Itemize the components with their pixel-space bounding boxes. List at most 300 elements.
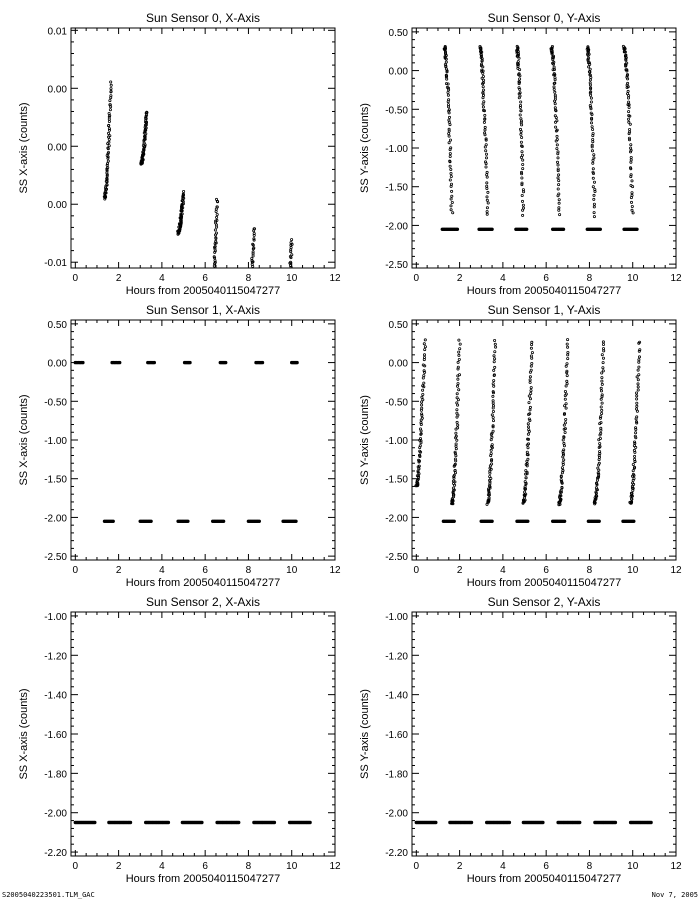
x-tick-label: 12	[670, 565, 682, 576]
data-point	[599, 451, 601, 453]
data-point	[491, 463, 493, 465]
data-point	[153, 361, 156, 364]
data-point	[288, 288, 290, 290]
y-tick-label: -1.60	[44, 730, 67, 741]
data-point	[557, 164, 559, 166]
data-point	[600, 406, 602, 408]
data-point	[492, 410, 494, 412]
y-tick-label: 0.01	[47, 26, 67, 38]
data-point	[454, 458, 456, 460]
data-point	[530, 369, 532, 371]
data-point	[592, 177, 594, 179]
data-point	[448, 130, 450, 132]
data-point	[628, 106, 630, 108]
data-point	[252, 251, 254, 253]
data-point	[287, 300, 289, 302]
data-point	[492, 400, 494, 402]
data-point	[284, 330, 286, 332]
data-point	[589, 84, 591, 86]
data-point	[421, 396, 423, 398]
data-point	[423, 354, 425, 356]
data-point	[634, 435, 636, 437]
data-point	[560, 479, 562, 481]
data-point	[450, 185, 452, 187]
data-point	[519, 75, 521, 77]
data-point	[445, 66, 447, 68]
data-point	[287, 296, 289, 298]
x-tick-label: 4	[500, 273, 506, 284]
y-tick-label: -2.00	[385, 513, 408, 525]
x-axis-label: Hours from 2005040115047277	[125, 873, 281, 885]
data-point	[630, 159, 632, 161]
data-point	[449, 155, 451, 157]
data-point	[213, 281, 215, 283]
data-point	[458, 389, 460, 391]
data-point	[553, 86, 555, 88]
data-point	[632, 186, 634, 188]
data-point	[602, 343, 604, 345]
y-tick-label: 0.00	[47, 84, 67, 96]
data-point	[273, 821, 276, 824]
data-point	[602, 370, 604, 372]
data-point	[421, 404, 423, 406]
data-point	[602, 362, 604, 364]
x-tick-label: 6	[543, 861, 549, 872]
data-point	[108, 124, 110, 126]
data-point	[630, 156, 632, 158]
y-tick-label: -2.00	[44, 513, 67, 525]
data-point	[490, 439, 492, 441]
data-point	[631, 498, 633, 500]
chart-title: Sun Sensor 2, X-Axis	[145, 595, 261, 609]
x-tick-label: 2	[456, 861, 463, 872]
y-tick-label: -1.00	[385, 436, 408, 447]
x-tick-label: 6	[202, 273, 208, 284]
data-point	[542, 821, 545, 824]
data-point	[555, 117, 557, 119]
data-point	[482, 103, 484, 105]
data-point	[451, 195, 453, 197]
data-point	[562, 469, 564, 471]
data-point	[567, 354, 569, 356]
data-point	[424, 349, 426, 351]
x-tick-label: 8	[245, 861, 252, 872]
data-point	[529, 376, 531, 378]
data-point	[201, 821, 204, 824]
data-point	[107, 160, 109, 162]
data-point	[636, 416, 638, 418]
data-point	[633, 477, 635, 479]
data-point	[630, 201, 632, 203]
data-point	[637, 369, 639, 371]
data-point	[531, 352, 533, 354]
data-point	[528, 402, 530, 404]
x-axis-label: Hours from 2005040115047277	[466, 285, 622, 297]
data-point	[628, 101, 630, 103]
data-point	[482, 66, 484, 68]
data-point	[249, 298, 251, 300]
data-point	[485, 163, 487, 165]
data-point	[591, 126, 593, 128]
data-point	[525, 228, 528, 231]
data-point	[565, 418, 567, 420]
data-point	[450, 198, 452, 200]
data-point	[110, 95, 112, 97]
footer-filename: S2005040223501.TLM_GAC	[2, 891, 95, 899]
data-point	[629, 151, 631, 153]
data-point	[567, 339, 569, 341]
data-point	[508, 821, 511, 824]
data-point	[213, 279, 215, 281]
data-point	[214, 229, 216, 231]
data-point	[287, 293, 289, 295]
data-point	[636, 395, 638, 397]
data-point	[524, 481, 526, 483]
data-point	[213, 268, 215, 270]
data-point	[600, 422, 602, 424]
data-point	[108, 128, 110, 130]
data-point	[634, 458, 636, 460]
data-point	[525, 470, 527, 472]
data-point	[600, 416, 602, 418]
data-point	[522, 168, 524, 170]
data-point	[486, 187, 488, 189]
data-point	[448, 135, 450, 137]
data-point	[287, 316, 289, 318]
y-tick-label: 0.50	[388, 27, 408, 39]
data-point	[150, 520, 153, 523]
data-point	[484, 129, 486, 131]
data-point	[632, 212, 634, 214]
data-point	[635, 392, 637, 394]
data-point	[450, 175, 452, 177]
data-point	[258, 520, 261, 523]
data-point	[558, 207, 560, 209]
data-point	[595, 487, 597, 489]
y-tick-label: -1.80	[44, 769, 67, 781]
data-point	[530, 392, 532, 394]
data-point	[290, 242, 292, 244]
data-point	[457, 378, 459, 380]
data-point	[592, 135, 594, 137]
data-point	[601, 383, 603, 385]
data-point	[519, 106, 521, 108]
chart-title: Sun Sensor 2, Y-Axis	[487, 595, 601, 609]
data-point	[455, 448, 457, 450]
data-point	[289, 287, 291, 289]
data-point	[110, 84, 112, 86]
data-point	[213, 273, 215, 275]
data-point	[521, 200, 523, 202]
data-point	[493, 374, 495, 376]
data-point	[286, 310, 288, 312]
plot-frame	[71, 28, 335, 268]
data-point	[592, 162, 594, 164]
data-point	[486, 207, 488, 209]
data-point	[631, 209, 633, 211]
data-point	[636, 405, 638, 407]
chart-title: Sun Sensor 1, X-Axis	[145, 303, 261, 317]
y-tick-label: 0.00	[47, 200, 67, 212]
data-point	[494, 358, 496, 360]
data-point	[494, 339, 496, 341]
x-tick-label: 10	[627, 861, 639, 872]
data-point	[589, 68, 591, 70]
plot-frame	[412, 320, 676, 560]
data-point	[635, 432, 637, 434]
data-point	[420, 422, 422, 424]
data-point	[530, 390, 532, 392]
data-point	[452, 487, 454, 489]
data-point	[459, 348, 461, 350]
data-point	[603, 350, 605, 352]
data-point	[247, 317, 249, 319]
data-point	[601, 409, 603, 411]
data-point	[591, 146, 593, 148]
data-series	[74, 361, 299, 522]
data-point	[630, 176, 632, 178]
data-point	[560, 489, 562, 491]
y-tick-label: -2.00	[385, 808, 408, 820]
data-point	[493, 355, 495, 357]
y-tick-label: -1.40	[44, 690, 67, 702]
y-axis-label: SS X-axis (counts)	[18, 394, 30, 486]
data-point	[481, 60, 483, 62]
x-tick-label: 0	[72, 273, 79, 284]
data-point	[422, 364, 424, 366]
data-point	[495, 346, 497, 348]
data-point	[483, 79, 485, 81]
data-point	[213, 273, 215, 275]
data-point	[628, 95, 630, 97]
x-tick-label: 10	[286, 273, 298, 284]
data-point	[212, 298, 214, 300]
data-point	[531, 341, 533, 343]
data-point	[519, 114, 521, 116]
data-point	[493, 385, 495, 387]
data-point	[110, 90, 112, 92]
data-point	[285, 325, 287, 327]
data-point	[224, 361, 227, 364]
data-point	[482, 94, 484, 96]
data-point	[491, 228, 494, 231]
x-tick-label: 10	[627, 565, 639, 576]
data-point	[455, 432, 457, 434]
data-point	[282, 337, 284, 339]
data-point	[284, 332, 286, 334]
data-point	[555, 140, 557, 142]
data-point	[484, 126, 486, 128]
chart-title: Sun Sensor 0, X-Axis	[145, 11, 261, 25]
data-point	[287, 298, 289, 300]
data-point	[485, 144, 487, 146]
data-point	[285, 325, 287, 327]
data-point	[614, 821, 617, 824]
data-point	[527, 423, 529, 425]
x-tick-label: 2	[115, 565, 122, 576]
data-point	[524, 491, 526, 493]
data-point	[528, 418, 530, 420]
y-tick-label: 0.50	[47, 319, 67, 331]
data-point	[562, 462, 564, 464]
data-point	[482, 97, 484, 99]
data-point	[211, 299, 213, 301]
data-point	[557, 188, 559, 190]
data-point	[553, 66, 555, 68]
data-point	[601, 380, 603, 382]
data-point	[602, 357, 604, 359]
data-point	[485, 153, 487, 155]
data-point	[451, 201, 453, 203]
data-point	[423, 343, 425, 345]
data-point	[458, 358, 460, 360]
data-point	[286, 313, 288, 315]
data-point	[630, 161, 632, 163]
data-point	[558, 184, 560, 186]
data-point	[563, 520, 566, 523]
data-point	[486, 211, 488, 213]
data-point	[593, 212, 595, 214]
data-point	[529, 409, 531, 411]
data-point	[638, 366, 640, 368]
data-point	[627, 78, 629, 80]
data-point	[493, 380, 495, 382]
data-point	[434, 821, 437, 824]
data-point	[288, 286, 290, 288]
x-tick-label: 10	[286, 861, 298, 872]
data-point	[489, 467, 491, 469]
data-point	[565, 407, 567, 409]
data-point	[590, 108, 592, 110]
data-point	[486, 174, 488, 176]
data-point	[590, 94, 592, 96]
data-point	[447, 83, 449, 85]
data-point	[522, 209, 524, 211]
data-point	[527, 426, 529, 428]
data-point	[599, 437, 601, 439]
plot-frame	[412, 612, 676, 856]
data-point	[216, 213, 218, 215]
data-point	[213, 272, 215, 274]
data-point	[592, 186, 594, 188]
footer-date: Nov 7, 2005	[651, 891, 698, 899]
data-point	[456, 385, 458, 387]
data-point	[557, 157, 559, 159]
x-tick-label: 10	[286, 565, 298, 576]
data-point	[492, 402, 494, 404]
data-point	[631, 192, 633, 194]
data-point	[492, 430, 494, 432]
data-point	[528, 395, 530, 397]
data-point	[286, 308, 288, 310]
data-point	[631, 205, 633, 207]
data-point	[602, 341, 604, 343]
data-point	[631, 180, 633, 182]
data-point	[421, 417, 423, 419]
data-point	[491, 444, 493, 446]
data-point	[484, 114, 486, 116]
data-point	[597, 467, 599, 469]
data-point	[212, 298, 214, 300]
data-point	[106, 183, 108, 185]
data-point	[284, 324, 286, 326]
data-point	[251, 263, 253, 265]
data-point	[492, 416, 494, 418]
data-point	[452, 212, 454, 214]
data-point	[108, 120, 110, 122]
x-tick-label: 4	[159, 273, 165, 284]
data-point	[290, 247, 292, 249]
data-point	[424, 339, 426, 341]
data-point	[109, 100, 111, 102]
data-point	[563, 459, 565, 461]
data-point	[519, 78, 521, 80]
x-axis-label: Hours from 2005040115047277	[466, 873, 622, 885]
data-point	[554, 103, 556, 105]
data-point	[556, 148, 558, 150]
data-point	[289, 270, 291, 272]
y-tick-label: -2.50	[385, 552, 408, 564]
data-point	[424, 346, 426, 348]
x-tick-label: 12	[670, 273, 682, 284]
x-tick-label: 12	[329, 565, 341, 576]
data-point	[637, 379, 639, 381]
y-tick-label: -1.00	[385, 611, 408, 623]
y-tick-label: -1.40	[385, 690, 408, 702]
data-point	[531, 362, 533, 364]
data-point	[521, 177, 523, 179]
data-point	[638, 361, 640, 363]
data-point	[521, 124, 523, 126]
data-point	[487, 202, 489, 204]
data-point	[589, 71, 591, 73]
data-point	[591, 150, 593, 152]
data-point	[447, 91, 449, 93]
data-point	[567, 346, 569, 348]
data-point	[638, 356, 640, 358]
panel-3	[359, 303, 682, 589]
data-point	[457, 361, 459, 363]
data-point	[237, 821, 240, 824]
data-point	[482, 86, 484, 88]
data-point	[564, 390, 566, 392]
data-point	[489, 476, 491, 478]
data-point	[627, 97, 629, 99]
data-point	[530, 355, 532, 357]
panel-2	[18, 303, 341, 589]
data-point	[525, 477, 527, 479]
data-point	[108, 112, 110, 114]
y-axis-label: SS Y-axis (counts)	[359, 103, 371, 193]
data-point	[521, 184, 523, 186]
data-point	[520, 110, 522, 112]
data-series	[103, 81, 293, 340]
data-point	[633, 445, 635, 447]
data-point	[627, 90, 629, 92]
data-point	[631, 482, 633, 484]
data-point	[107, 132, 109, 134]
data-point	[422, 389, 424, 391]
data-point	[599, 443, 601, 445]
data-point	[448, 89, 450, 91]
data-point	[486, 196, 488, 198]
data-point	[565, 403, 567, 405]
data-point	[246, 325, 248, 327]
data-point	[458, 351, 460, 353]
y-tick-label: -1.00	[385, 144, 408, 155]
data-point	[592, 168, 594, 170]
data-point	[590, 122, 592, 124]
